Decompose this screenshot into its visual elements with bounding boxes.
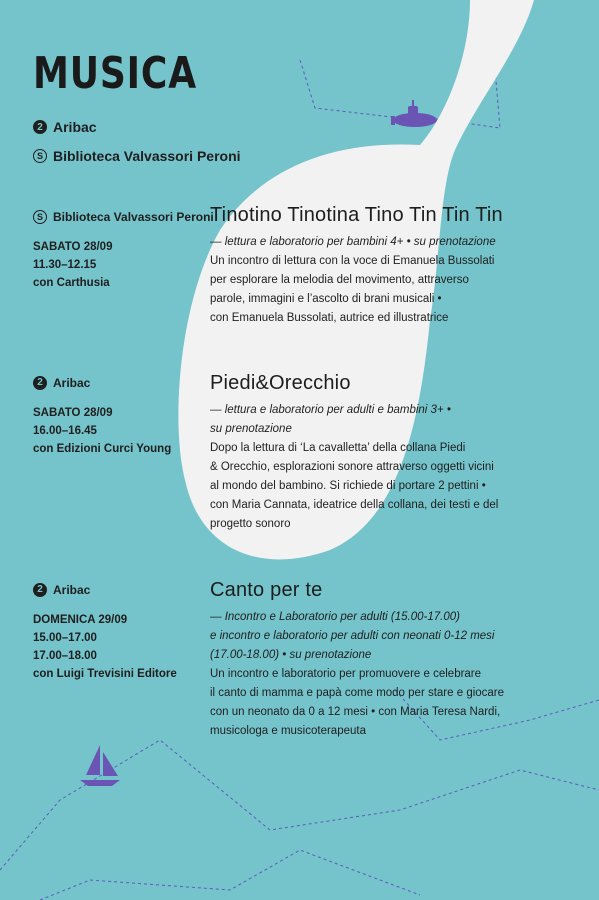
event-description-line: con un neonato da 0 a 12 mesi • con Maria Teresa Nardi, xyxy=(210,706,501,718)
dashed-route-line xyxy=(0,740,599,870)
event-description-line: per esplorare la melodia del movimento, attraverso xyxy=(210,274,469,286)
location-legend-biblioteca xyxy=(33,148,241,164)
event-day: DOMENICA 29/09 xyxy=(33,614,128,626)
event-subtitle-line: e incontro e laboratorio per adulti con neonati 0-12 mesi xyxy=(210,630,495,642)
event-2 xyxy=(210,372,580,534)
event-description-line: parole, immagini e l’ascolto di brani musicali • xyxy=(210,293,442,305)
event-title: Canto per te xyxy=(210,579,323,601)
dashed-route-line xyxy=(40,850,420,900)
s-badge-icon: S xyxy=(33,149,47,163)
event-description-line: & Orecchio, esplorazioni sonore attraverso oggetti vicini xyxy=(210,461,494,473)
event-description xyxy=(210,252,580,328)
submarine-icon xyxy=(391,100,437,127)
event-3-info xyxy=(33,581,218,683)
number-2-badge-icon: 2 xyxy=(33,120,47,134)
location-name: Biblioteca Valvassori Peroni xyxy=(53,148,241,164)
event-subtitle-line: su prenotazione xyxy=(210,423,292,435)
event-subtitle-line: — lettura e laboratorio per adulti e bambini 3+ • xyxy=(210,404,451,416)
dashed-route-line xyxy=(300,60,400,118)
event-time: 17.00–18.00 xyxy=(33,650,97,662)
event-description-line: musicologa e musicoterapeuta xyxy=(210,725,366,737)
event-publisher: con Carthusia xyxy=(33,277,110,289)
event-location: Biblioteca Valvassori Peroni xyxy=(53,210,214,224)
event-day: SABATO 28/09 xyxy=(33,241,113,253)
event-title: Piedi&Orecchio xyxy=(210,372,351,394)
event-description xyxy=(210,439,580,534)
event-subtitle xyxy=(210,401,580,439)
location-legend-aribac xyxy=(33,119,97,135)
event-description-line: con Maria Cannata, ideatrice della collana, dei testi e del xyxy=(210,499,499,511)
event-description-line: Un incontro di lettura con la voce di Emanuela Bussolati xyxy=(210,255,495,267)
event-time: 15.00–17.00 xyxy=(33,632,97,644)
s-badge-icon: S xyxy=(33,210,47,224)
event-publisher: con Edizioni Curci Young xyxy=(33,443,172,455)
event-subtitle-line: — Incontro e Laboratorio per adulti (15.00-17.00) xyxy=(210,611,460,623)
location-name: Aribac xyxy=(53,119,97,135)
event-1 xyxy=(210,204,580,328)
page-title: MUSICA xyxy=(33,48,197,99)
event-description xyxy=(210,665,580,741)
event-description-line: Dopo la lettura di ‘La cavalletta’ della collana Piedi xyxy=(210,442,466,454)
event-subtitle-line: (17.00-18.00) • su prenotazione xyxy=(210,649,372,661)
event-time: 16.00–16.45 xyxy=(33,425,97,437)
event-subtitle xyxy=(210,233,580,252)
event-day: SABATO 28/09 xyxy=(33,407,113,419)
event-location: Aribac xyxy=(53,376,91,390)
sailboat-icon xyxy=(80,745,120,786)
event-description-line: progetto sonoro xyxy=(210,518,291,530)
event-description-line: al mondo del bambino. Si richiede di portare 2 pettini • xyxy=(210,480,486,492)
event-subtitle xyxy=(210,608,580,665)
event-time: 11.30–12.15 xyxy=(33,259,97,271)
event-description-line: il canto di mamma e papà come modo per stare e giocare xyxy=(210,687,505,699)
event-publisher: con Luigi Trevisini Editore xyxy=(33,668,177,680)
event-title: Tinotino Tinotina Tino Tin Tin Tin xyxy=(210,204,503,226)
event-2-info xyxy=(33,374,218,458)
event-description-line: con Emanuela Bussolati, autrice ed illustratrice xyxy=(210,312,449,324)
event-location: Aribac xyxy=(53,583,91,597)
event-description-line: Un incontro e laboratorio per promuovere e celebrare xyxy=(210,668,482,680)
number-2-badge-icon: 2 xyxy=(33,376,47,390)
number-2-badge-icon: 2 xyxy=(33,583,47,597)
event-1-info xyxy=(33,208,218,292)
event-3 xyxy=(210,579,580,741)
event-subtitle-line: — lettura e laboratorio per bambini 4+ • su prenotazione xyxy=(210,236,496,248)
